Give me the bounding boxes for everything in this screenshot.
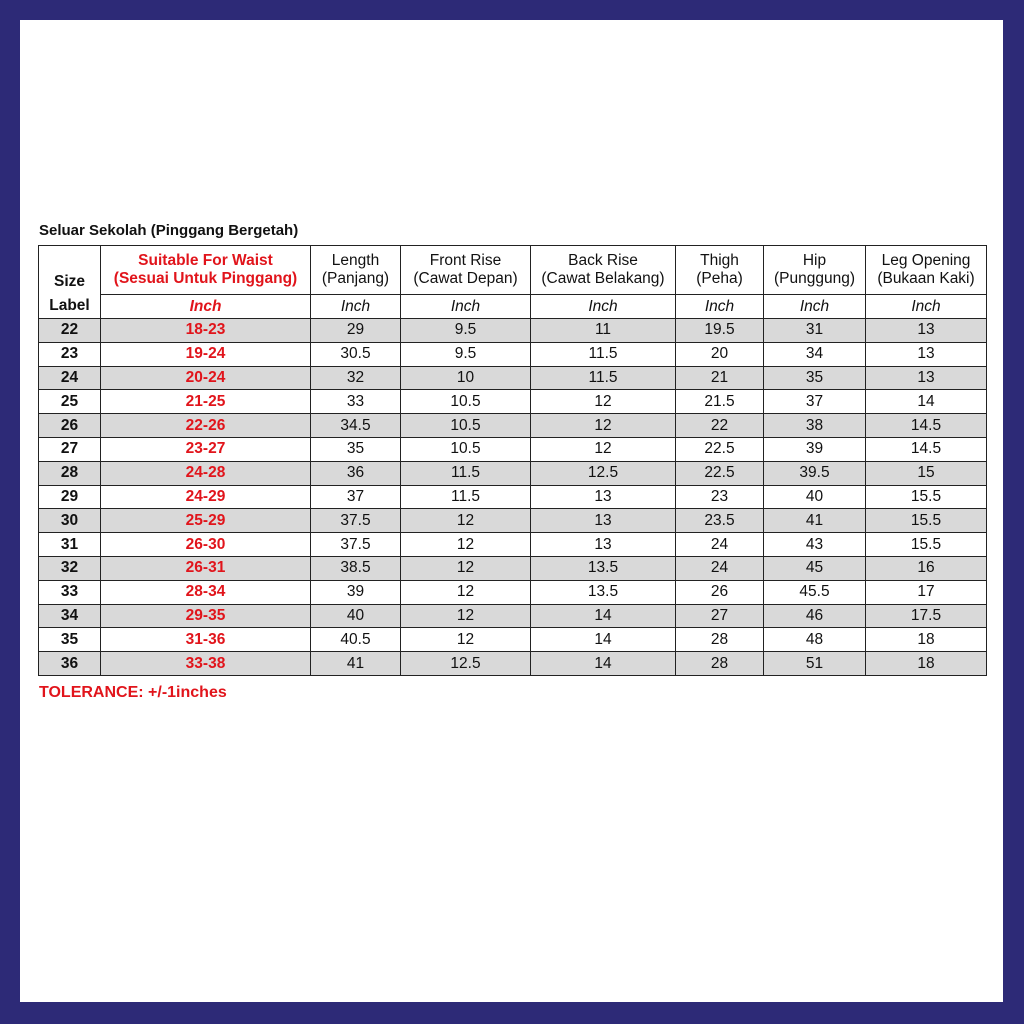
- size-label-cell: 33: [39, 580, 101, 604]
- size-label-cell: 29: [39, 485, 101, 509]
- length-cell: 40.5: [311, 628, 401, 652]
- leg-opening-cell: 15.5: [866, 533, 987, 557]
- front-rise-cell: 10: [401, 366, 531, 390]
- header-size-label: [39, 246, 101, 319]
- leg-opening-cell: 17.5: [866, 604, 987, 628]
- size-chart-canvas: [20, 20, 1003, 1002]
- header-row-translations: [39, 270, 987, 295]
- front-rise-cell: 12: [401, 604, 531, 628]
- waist-cell: 26-30: [101, 533, 311, 557]
- back-rise-cell: 13: [531, 509, 676, 533]
- back-rise-cell: 14: [531, 604, 676, 628]
- leg-opening-cell: 18: [866, 652, 987, 676]
- table-row: [39, 604, 987, 628]
- header-waist-translation: (Sesuai Untuk Pinggang): [101, 270, 311, 295]
- size-label-cell: 32: [39, 556, 101, 580]
- header-front-rise: Front Rise: [401, 246, 531, 271]
- length-cell: 33: [311, 390, 401, 414]
- leg-opening-cell: 15.5: [866, 509, 987, 533]
- table-row: [39, 414, 987, 438]
- header-hip: Hip: [764, 246, 866, 271]
- table-row: [39, 461, 987, 485]
- leg-opening-cell: 15: [866, 461, 987, 485]
- waist-cell: 20-24: [101, 366, 311, 390]
- thigh-cell: 23.5: [676, 509, 764, 533]
- tolerance-note: TOLERANCE: +/-1inches: [39, 684, 227, 701]
- waist-cell: 25-29: [101, 509, 311, 533]
- unit-thigh: Inch: [676, 295, 764, 319]
- header-row-titles: [39, 246, 987, 271]
- unit-waist: Inch: [101, 295, 311, 319]
- waist-cell: 26-31: [101, 556, 311, 580]
- back-rise-cell: 11: [531, 319, 676, 343]
- header-length: Length: [311, 246, 401, 271]
- hip-cell: 43: [764, 533, 866, 557]
- length-cell: 40: [311, 604, 401, 628]
- header-length-translation: (Panjang): [311, 270, 401, 295]
- thigh-cell: 26: [676, 580, 764, 604]
- waist-cell: 18-23: [101, 319, 311, 343]
- length-cell: 34.5: [311, 414, 401, 438]
- table-row: [39, 580, 987, 604]
- table-row: [39, 509, 987, 533]
- size-label-cell: 22: [39, 319, 101, 343]
- back-rise-cell: 14: [531, 652, 676, 676]
- thigh-cell: 22.5: [676, 437, 764, 461]
- front-rise-cell: 12: [401, 556, 531, 580]
- table-row: [39, 652, 987, 676]
- unit-back-rise: Inch: [531, 295, 676, 319]
- size-chart-body: [39, 319, 987, 676]
- header-back-rise: Back Rise: [531, 246, 676, 271]
- waist-cell: 24-29: [101, 485, 311, 509]
- thigh-cell: 28: [676, 652, 764, 676]
- waist-cell: 24-28: [101, 461, 311, 485]
- front-rise-cell: 10.5: [401, 437, 531, 461]
- header-row-units: [39, 295, 987, 319]
- hip-cell: 41: [764, 509, 866, 533]
- chart-title: Seluar Sekolah (Pinggang Bergetah): [39, 222, 299, 239]
- size-label-cell: 27: [39, 437, 101, 461]
- thigh-cell: 21.5: [676, 390, 764, 414]
- hip-cell: 51: [764, 652, 866, 676]
- thigh-cell: 22: [676, 414, 764, 438]
- back-rise-cell: 13: [531, 485, 676, 509]
- back-rise-cell: 12: [531, 390, 676, 414]
- front-rise-cell: 12: [401, 533, 531, 557]
- back-rise-cell: 13.5: [531, 556, 676, 580]
- header-back-rise-translation: (Cawat Belakang): [531, 270, 676, 295]
- size-chart-table: [38, 245, 987, 676]
- waist-cell: 22-26: [101, 414, 311, 438]
- thigh-cell: 22.5: [676, 461, 764, 485]
- waist-cell: 23-27: [101, 437, 311, 461]
- front-rise-cell: 12: [401, 628, 531, 652]
- table-row: [39, 485, 987, 509]
- length-cell: 37.5: [311, 533, 401, 557]
- size-label-cell: 28: [39, 461, 101, 485]
- leg-opening-cell: 16: [866, 556, 987, 580]
- thigh-cell: 24: [676, 556, 764, 580]
- unit-length: Inch: [311, 295, 401, 319]
- waist-cell: 33-38: [101, 652, 311, 676]
- front-rise-cell: 10.5: [401, 414, 531, 438]
- leg-opening-cell: 13: [866, 366, 987, 390]
- thigh-cell: 27: [676, 604, 764, 628]
- back-rise-cell: 12: [531, 437, 676, 461]
- size-label-cell: 34: [39, 604, 101, 628]
- thigh-cell: 19.5: [676, 319, 764, 343]
- back-rise-cell: 11.5: [531, 342, 676, 366]
- table-row: [39, 366, 987, 390]
- length-cell: 36: [311, 461, 401, 485]
- front-rise-cell: 11.5: [401, 485, 531, 509]
- back-rise-cell: 11.5: [531, 366, 676, 390]
- front-rise-cell: 10.5: [401, 390, 531, 414]
- hip-cell: 34: [764, 342, 866, 366]
- length-cell: 39: [311, 580, 401, 604]
- hip-cell: 45.5: [764, 580, 866, 604]
- header-leg-opening: Leg Opening: [866, 246, 987, 271]
- thigh-cell: 23: [676, 485, 764, 509]
- header-thigh-translation: (Peha): [676, 270, 764, 295]
- hip-cell: 40: [764, 485, 866, 509]
- hip-cell: 38: [764, 414, 866, 438]
- front-rise-cell: 12: [401, 580, 531, 604]
- table-row: [39, 342, 987, 366]
- length-cell: 38.5: [311, 556, 401, 580]
- table-row: [39, 533, 987, 557]
- unit-front-rise: Inch: [401, 295, 531, 319]
- waist-cell: 28-34: [101, 580, 311, 604]
- size-label-cell: 35: [39, 628, 101, 652]
- unit-hip: Inch: [764, 295, 866, 319]
- table-row: [39, 390, 987, 414]
- header-size-label-text: Size Label: [49, 273, 90, 314]
- thigh-cell: 20: [676, 342, 764, 366]
- table-row: [39, 556, 987, 580]
- table-row: [39, 437, 987, 461]
- leg-opening-cell: 14.5: [866, 414, 987, 438]
- length-cell: 35: [311, 437, 401, 461]
- hip-cell: 46: [764, 604, 866, 628]
- back-rise-cell: 14: [531, 628, 676, 652]
- back-rise-cell: 12.5: [531, 461, 676, 485]
- back-rise-cell: 13.5: [531, 580, 676, 604]
- size-label-cell: 31: [39, 533, 101, 557]
- length-cell: 37: [311, 485, 401, 509]
- size-label-cell: 23: [39, 342, 101, 366]
- header-waist: Suitable For Waist: [101, 246, 311, 271]
- back-rise-cell: 12: [531, 414, 676, 438]
- leg-opening-cell: 17: [866, 580, 987, 604]
- size-label-cell: 30: [39, 509, 101, 533]
- size-label-cell: 36: [39, 652, 101, 676]
- thigh-cell: 21: [676, 366, 764, 390]
- unit-leg-opening: Inch: [866, 295, 987, 319]
- front-rise-cell: 12.5: [401, 652, 531, 676]
- leg-opening-cell: 18: [866, 628, 987, 652]
- table-row: [39, 319, 987, 343]
- size-label-cell: 24: [39, 366, 101, 390]
- length-cell: 30.5: [311, 342, 401, 366]
- length-cell: 29: [311, 319, 401, 343]
- leg-opening-cell: 15.5: [866, 485, 987, 509]
- leg-opening-cell: 13: [866, 319, 987, 343]
- hip-cell: 39.5: [764, 461, 866, 485]
- table-row: [39, 628, 987, 652]
- hip-cell: 31: [764, 319, 866, 343]
- size-label-cell: 26: [39, 414, 101, 438]
- length-cell: 41: [311, 652, 401, 676]
- hip-cell: 37: [764, 390, 866, 414]
- leg-opening-cell: 14.5: [866, 437, 987, 461]
- front-rise-cell: 9.5: [401, 319, 531, 343]
- hip-cell: 39: [764, 437, 866, 461]
- leg-opening-cell: 14: [866, 390, 987, 414]
- header-front-rise-translation: (Cawat Depan): [401, 270, 531, 295]
- leg-opening-cell: 13: [866, 342, 987, 366]
- header-thigh: Thigh: [676, 246, 764, 271]
- header-leg-opening-translation: (Bukaan Kaki): [866, 270, 987, 295]
- waist-cell: 21-25: [101, 390, 311, 414]
- front-rise-cell: 9.5: [401, 342, 531, 366]
- header-hip-translation: (Punggung): [764, 270, 866, 295]
- length-cell: 32: [311, 366, 401, 390]
- front-rise-cell: 11.5: [401, 461, 531, 485]
- thigh-cell: 28: [676, 628, 764, 652]
- back-rise-cell: 13: [531, 533, 676, 557]
- waist-cell: 19-24: [101, 342, 311, 366]
- hip-cell: 48: [764, 628, 866, 652]
- hip-cell: 35: [764, 366, 866, 390]
- waist-cell: 29-35: [101, 604, 311, 628]
- thigh-cell: 24: [676, 533, 764, 557]
- length-cell: 37.5: [311, 509, 401, 533]
- hip-cell: 45: [764, 556, 866, 580]
- front-rise-cell: 12: [401, 509, 531, 533]
- waist-cell: 31-36: [101, 628, 311, 652]
- size-label-cell: 25: [39, 390, 101, 414]
